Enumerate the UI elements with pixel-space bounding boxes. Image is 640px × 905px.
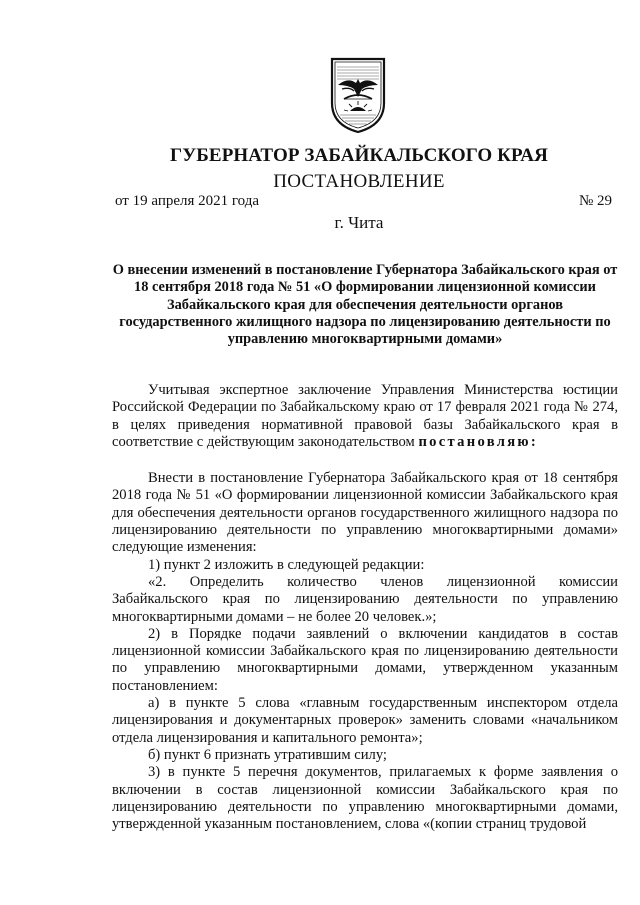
body-paragraph: 2) в Порядке подачи заявлений о включении кандидатов в состав лицензионной комиссии Забайкальского края по лицензированию деятельности по управлению многоквартирными домами, утвержденном указанным постановлением: [112,625,618,694]
document-city: г. Чита [334,213,384,232]
document-type: ПОСТАНОВЛЕНИЕ [273,171,445,192]
document-body [112,382,618,833]
issuer-title: ГУБЕРНАТОР ЗАБАЙКАЛЬСКОГО КРАЯ [170,145,548,166]
document-date: от 19 апреля 2021 года [115,193,260,209]
document-number: № 29 [578,193,612,209]
body-paragraph: 1) пункт 2 изложить в следующей редакции: [148,556,425,573]
body-paragraph: Внести в постановление Губернатора Забайкальского края от 18 сентября 2018 года № 51 «О формировании лицензионной комиссии Забайкальского края для обеспечения деятельности органов государственного жилищного надзора по лицензированию деятельности по управлению многоквартирными домами» следующие изменения: [112,470,618,556]
decree-word: постановляю: [418,433,539,450]
body-paragraph: 3) в пункте 5 перечня документов, прилагаемых к форме заявления о включении в состав лицензионной комиссии Забайкальского края по лицензированию деятельности по управлению многоквартирными домами, утвержденной указанным постановлением, слова «(копии страниц трудовой [112,764,618,833]
preamble-text: Учитывая экспертное заключение Управления Министерства юстиции Российской Федерации по Забайкальскому краю от 17 февраля 2021 года № 274, в целях приведения нормативной правовой базы Забайкальского края в соответствие с действующим законодательством [112,382,618,450]
body-paragraph: а) в пункте 5 слова «главным государственным инспектором отдела лицензирования и документарных проверок» заменить словами «начальником отдела лицензирования и капитального ремонта»; [112,695,618,746]
body-paragraph: «2. Определить количество членов лицензионной комиссии Забайкальского края по лицензированию деятельности по управлению многоквартирными домами – не более 20 человек.»; [112,573,618,625]
body-paragraph: б) пункт 6 признать утратившим силу; [148,746,387,763]
coat-of-arms-icon [328,55,388,135]
preamble-paragraph [112,382,618,451]
document-title: О внесении изменений в постановление Губернатора Забайкальского края от 18 сентября 2018 года № 51 «О формировании лицензионной комиссии Забайкальского края для обеспечения деятельности органов государственного жилищного надзора по лицензированию деятельности по управлению многоквартирными домами» [112,262,618,348]
